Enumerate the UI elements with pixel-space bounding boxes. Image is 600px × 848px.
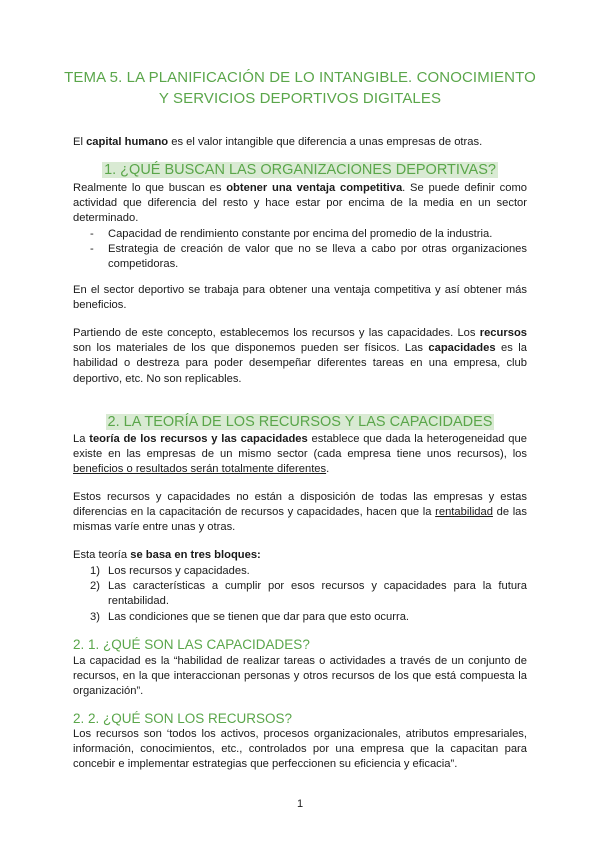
intro-paragraph [73,135,527,150]
section-2-paragraph-2 [73,490,527,536]
list-item: - Estrategia de creación de valor que no se lleva a cabo por otras organizaciones competidoras. [73,242,527,272]
section-1-heading-text: 1. ¿QUÉ BUSCAN LAS ORGANIZACIONES DEPORTIVAS? [104,162,496,178]
text-run: . Se puede definir como actividad que diferencia del resto y hace estar por encima de la media en un sector determinado. [73,182,527,225]
text-run: Estos recursos y capacidades no están a disposición de todas las empresas y estas diferencias en la capacitación de recursos y capacidades, hacen que la [73,491,527,519]
list-item [73,610,527,625]
section-2-2-heading: 2. 2. ¿QUÉ SON LOS RECURSOS? [73,711,293,726]
bold-term: obtener una ventaja competitiva [226,182,403,194]
text-run: Esta teoría [73,549,131,561]
intro-bold-term: capital humano [86,136,169,148]
underlined-text: beneficios o resultados serán totalmente diferentes [73,463,327,476]
text-run: Partiendo de este concepto, establecemos los recursos y las capacidades. Los [73,327,480,339]
intro-text: El [73,136,87,148]
text-run: es la habilidad o destreza para poder desempeñar diferentes tareas en una empresa, club deportivo, etc. No son replicables. [73,342,527,385]
list-item [73,564,527,579]
section-2-paragraph-3 [73,548,527,563]
text-run: . [326,463,330,476]
text-run: Realmente lo que buscan es [73,182,227,194]
list-number: 1) [90,565,100,577]
section-2-heading [73,412,527,432]
list-item: - Capacidad de rendimiento constante por encima del promedio de la industria. [73,227,527,242]
section-2-heading-text: 2. LA TEORÍA DE LOS RECURSOS Y LAS CAPACIDADES [107,414,493,430]
list-text: Los recursos y capacidades. [108,565,250,577]
section-2-2-paragraph: Los recursos son ‘todos los activos, procesos organizacionales, atributos empresariales, información, conocimientos, etc., controlados por una empresa que la capacitan para concebir e implementar estrategias que perfeccionen su eficiencia y eficacia”. [73,728,527,771]
page-number: 1 [296,798,304,810]
section-2-1-heading: 2. 1. ¿QUÉ SON LAS CAPACIDADES? [73,637,310,652]
bold-term: teoría de los recursos y las capacidades [89,433,308,445]
section-1-paragraph-3 [73,326,527,387]
section-2-1-paragraph: La capacidad es la “habilidad de realizar tareas o actividades a través de un conjunto de recursos, en la que interaccionan personas y otros recursos de los que está compuesta la organización”. [73,655,527,698]
list-number: 2) [90,580,100,593]
title-line-1: TEMA 5. LA PLANIFICACIÓN DE LO INTANGIBLE. CONOCIMIENTO [64,69,536,86]
section-2-paragraph-1 [73,432,527,478]
section-1-heading [73,160,527,180]
section-1-paragraph-1 [73,181,527,227]
section-1-paragraph-2: En el sector deportivo se trabaja para obtener una ventaja competitiva y así obtener más beneficios. [73,284,527,312]
text-run: La [73,433,90,445]
section-1-bullet-list [73,227,527,273]
intro-text-end: es el valor intangible que diferencia a unas empresas de otras. [168,136,483,148]
bold-term: se basa en tres bloques: [130,549,261,561]
title-line-2: Y SERVICIOS DEPORTIVOS DIGITALES [158,90,442,107]
section-2-numbered-list [73,564,527,625]
list-text: Las características a cumplir por esos recursos y capacidades para la futura rentabilidad. [108,580,527,608]
document-title [60,67,540,109]
bold-term: recursos [479,327,527,339]
text-run: de las mismas varíe entre unas y otras. [73,506,527,534]
underlined-text: rentabilidad [435,506,493,519]
list-text: Las condiciones que se tienen que dar para que esto ocurra. [108,610,410,623]
text-run: son los materiales de los que disponemos pueden ser físicos. Las [73,342,429,355]
bold-term: capacidades [428,342,496,355]
text-run: establece que dada la heterogeneidad que existe en las empresas de un mismo sector (cada empresa tiene unos recursos), los [73,433,527,461]
list-item [73,579,527,609]
list-number: 3) [90,610,100,623]
